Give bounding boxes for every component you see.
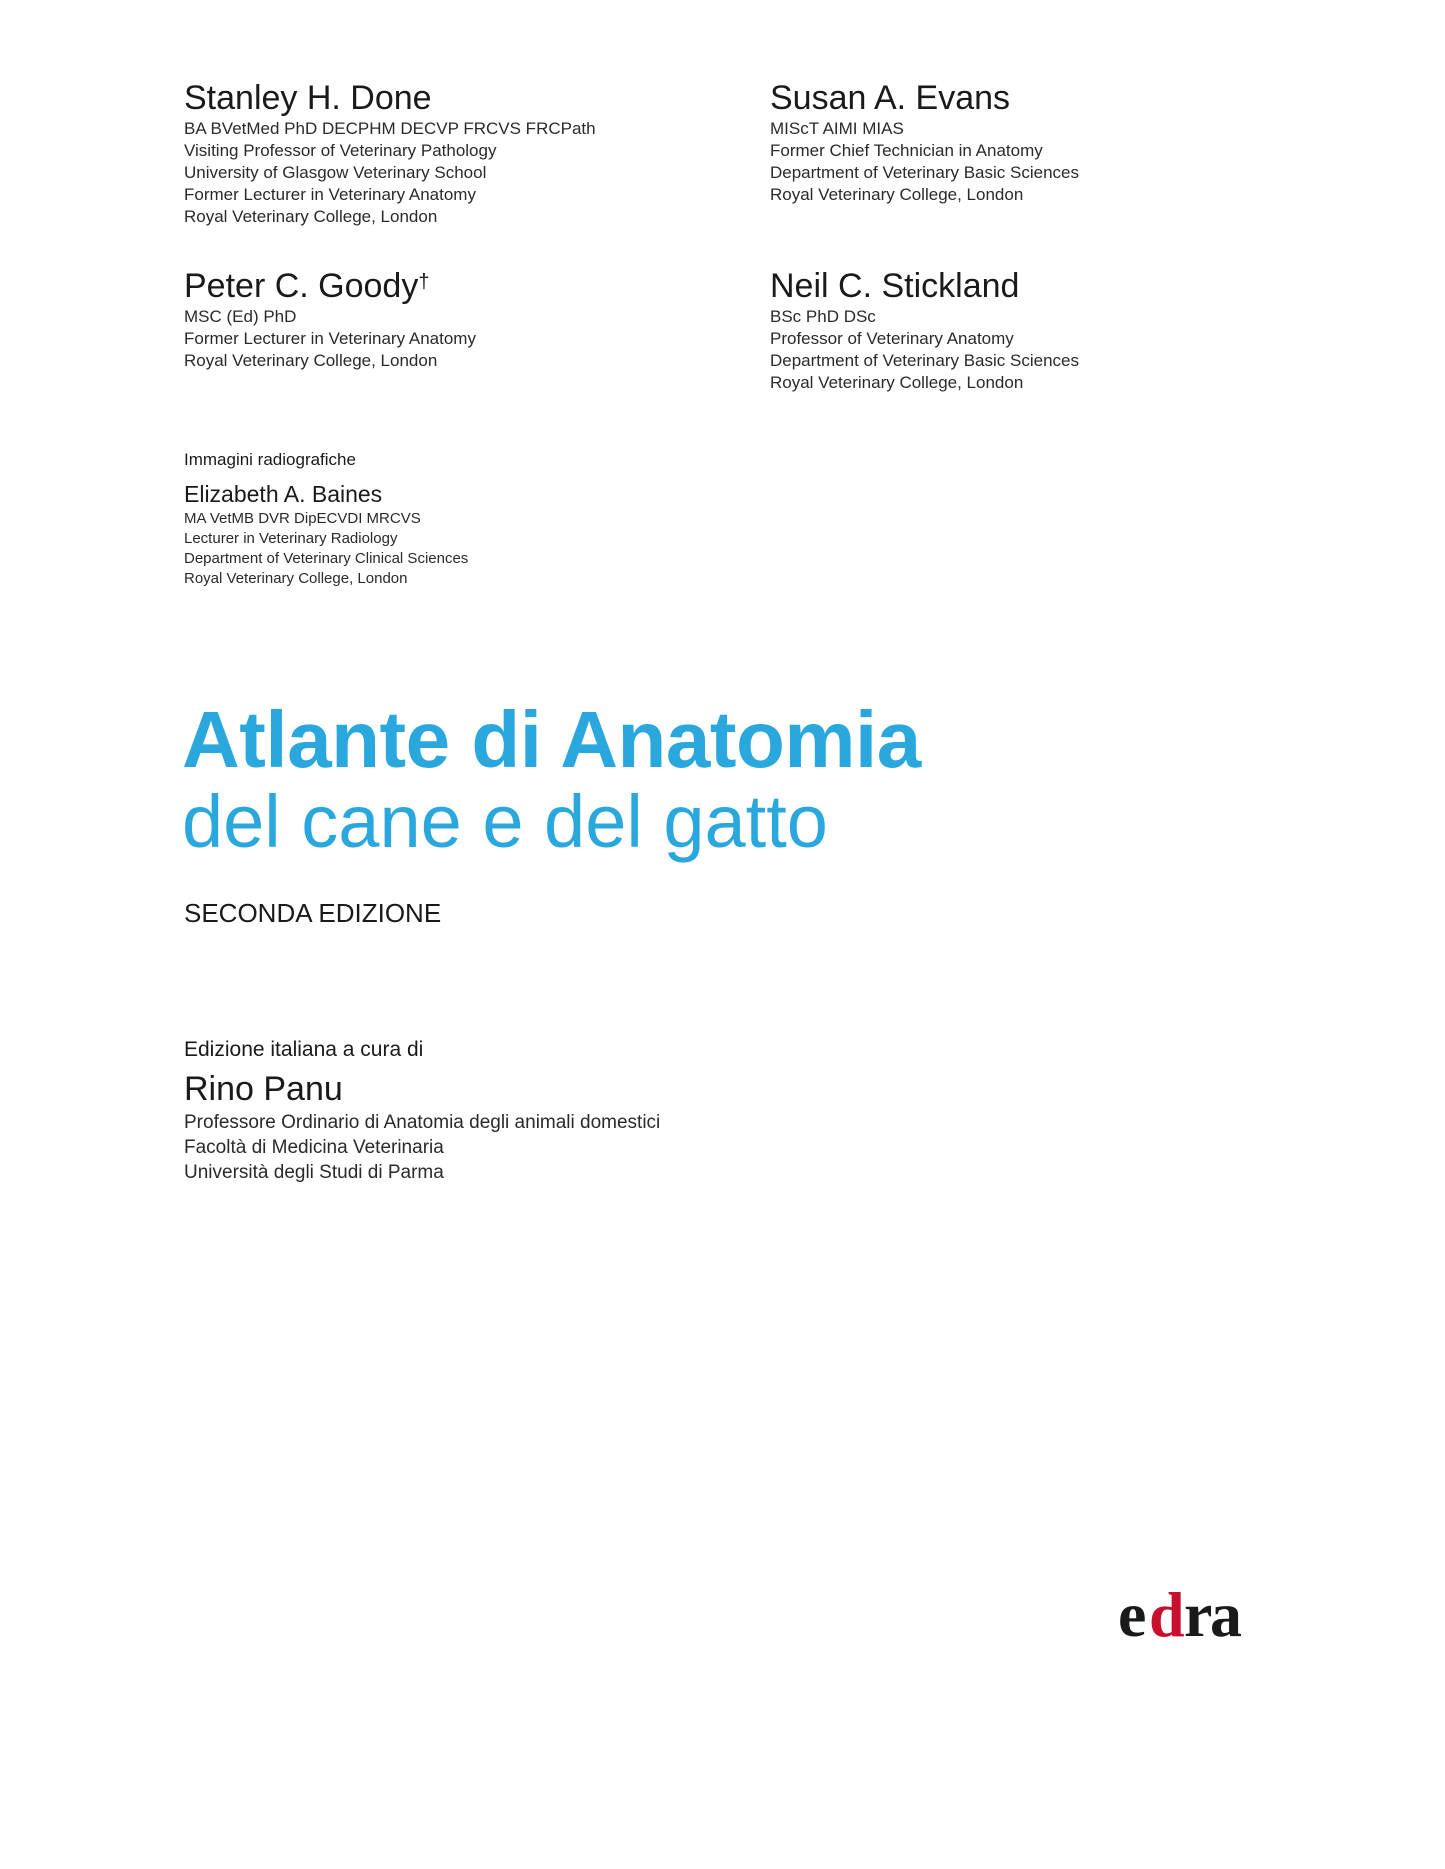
author-name: Peter C. Goody	[184, 267, 419, 305]
radiology-label: Immagini radiografiche	[184, 450, 356, 469]
author-name: Neil C. Stickland	[770, 267, 1020, 305]
edra-logo-icon	[1118, 1580, 1268, 1650]
author-affiliation-line: Former Lecturer in Veterinary Anatomy	[184, 185, 476, 204]
radiology-affiliation-line: Department of Veterinary Clinical Sciences	[184, 550, 469, 567]
author-affiliation-line: University of Glasgow Veterinary School	[184, 163, 487, 182]
author-affiliation-line: Former Lecturer in Veterinary Anatomy	[184, 329, 476, 348]
radiology-affiliation-line: Lecturer in Veterinary Radiology	[184, 530, 398, 547]
logo-letter-e: e	[1118, 1580, 1147, 1650]
author-name: Stanley H. Done	[184, 79, 432, 117]
logo-letter-r: r	[1184, 1580, 1213, 1650]
italian-editor-name: Rino Panu	[184, 1070, 343, 1108]
logo-letter-d: d	[1149, 1580, 1185, 1650]
italian-edition-block	[184, 1036, 660, 1185]
book-title-block	[182, 695, 921, 863]
author-block-evans	[770, 78, 1330, 206]
author-name: Susan A. Evans	[770, 79, 1011, 117]
author-affiliation-line: Former Chief Technician in Anatomy	[770, 141, 1043, 160]
author-credentials: MSC (Ed) PhD	[184, 307, 297, 326]
italian-edition-label: Edizione italiana a cura di	[184, 1038, 424, 1061]
italian-editor-affiliation-line: Università degli Studi di Parma	[184, 1162, 444, 1183]
author-credentials: BSc PhD DSc	[770, 307, 876, 326]
radiology-contributor-name: Elizabeth A. Baines	[184, 481, 383, 507]
book-subtitle: del cane e del gatto	[182, 780, 828, 863]
book-title: Atlante di Anatomia	[182, 695, 921, 784]
author-block-goody	[184, 266, 744, 372]
author-affiliation-line: Department of Veterinary Basic Sciences	[770, 163, 1079, 182]
author-affiliation-line: Royal Veterinary College, London	[770, 373, 1024, 392]
author-affiliation-line: Royal Veterinary College, London	[770, 185, 1024, 204]
italian-editor-affiliation-line: Facoltà di Medicina Veterinaria	[184, 1137, 444, 1158]
deceased-mark: †	[418, 271, 430, 293]
radiology-contributor-block	[184, 449, 468, 589]
radiology-affiliation-line: Royal Veterinary College, London	[184, 570, 408, 587]
author-affiliation-line: Department of Veterinary Basic Sciences	[770, 351, 1079, 370]
author-affiliation-line: Visiting Professor of Veterinary Pathology	[184, 141, 497, 160]
author-name-row	[184, 266, 744, 306]
edition-label: SECONDA EDIZIONE	[184, 898, 442, 928]
author-credentials: MIScT AIMI MIAS	[770, 119, 904, 138]
author-affiliation-line: Professor of Veterinary Anatomy	[770, 329, 1014, 348]
author-block-stickland	[770, 266, 1330, 394]
logo-letter-a: a	[1210, 1580, 1242, 1650]
radiology-credentials: MA VetMB DVR DipECVDI MRCVS	[184, 510, 421, 527]
author-affiliation-line: Royal Veterinary College, London	[184, 351, 438, 370]
italian-editor-affiliation-line: Professore Ordinario di Anatomia degli animali domestici	[184, 1112, 661, 1133]
author-credentials: BA BVetMed PhD DECPHM DECVP FRCVS FRCPath	[184, 119, 596, 138]
author-affiliation-line: Royal Veterinary College, London	[184, 207, 438, 226]
author-block-done	[184, 78, 744, 228]
